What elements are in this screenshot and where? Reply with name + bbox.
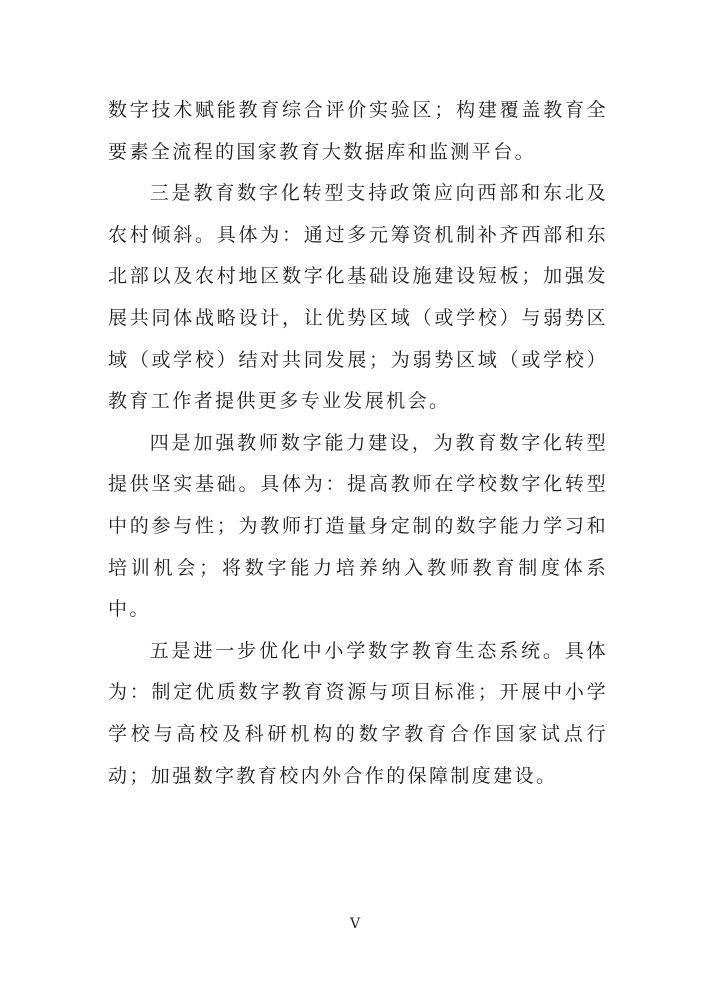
page-number: V	[349, 916, 361, 932]
document-body	[108, 90, 608, 797]
paragraph-policy-west-northeast: 三是教育数字化转型支持政策应向西部和东北及农村倾斜。具体为：通过多元筹资机制补齐西部和东北部以及农村地区数字化基础设施建设短板；加强发展共同体战略设计，让优势区域（或学校）与弱势区域（或学校）结对共同发展；为弱势区域（或学校）教育工作者提供更多专业发展机会。	[108, 182, 608, 413]
paragraph-continuation: 数字技术赋能教育综合评价实验区；构建覆盖教育全要素全流程的国家教育大数据库和监测平台。	[108, 99, 608, 163]
paragraph-digital-education-ecosystem: 五是进一步优化中小学数字教育生态系统。具体为：制定优质数字教育资源与项目标准；开展中小学学校与高校及科研机构的数字教育合作国家试点行动；加强数字教育校内外合作的保障制度建设。	[108, 639, 608, 787]
paragraph-teacher-digital-capacity: 四是加强教师数字能力建设，为教育数字化转型提供坚实基础。具体为：提高教师在学校数字化转型中的参与性；为教师打造量身定制的数字能力学习和培训机会；将数字能力培养纳入教师教育制度体系中。	[108, 431, 608, 621]
